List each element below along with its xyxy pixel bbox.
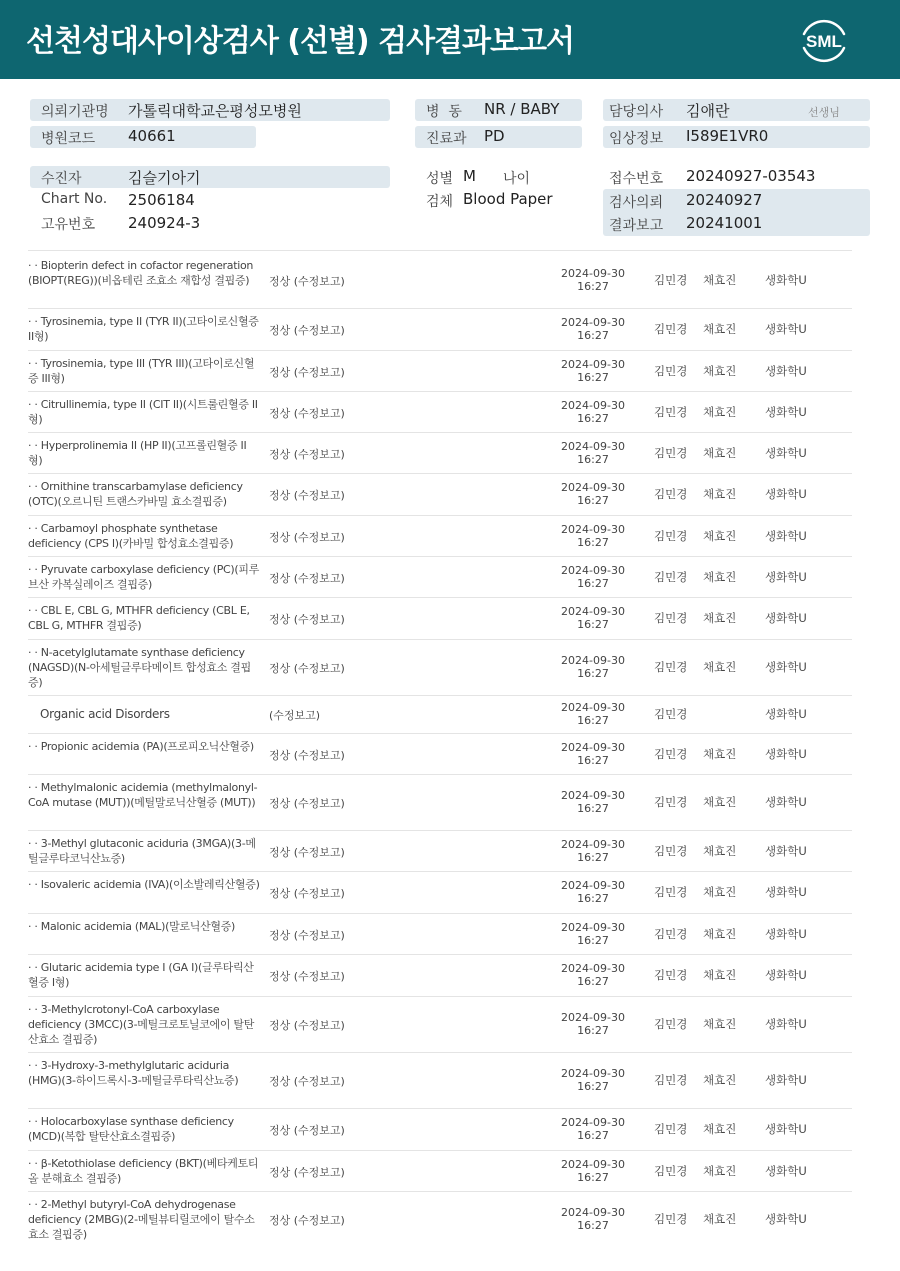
test-result: 정상 (수정보고) [269,797,345,810]
reviewer-name: 채효진 [703,660,737,674]
report-datetime [548,440,638,466]
report-date: 2024-09-30 [561,1158,625,1171]
report-time: 16:27 [577,802,609,815]
reviewer-name: 채효진 [703,611,737,625]
tester-name: 김민경 [654,611,688,625]
lab-department: 생화학U [765,795,807,809]
test-name: · · Hyperprolinemia II (HP II)(고프롤린혈증 II형) [28,439,247,467]
report-title: 선천성대사이상검사 (선별) 검사결과보고서 [26,24,574,59]
institution-label: 의뢰기관명 [41,104,109,120]
lab-department: 생화학U [765,273,807,287]
report-datetime [548,523,638,549]
report-time: 16:27 [577,1080,609,1093]
test-name: · · Carbamoyl phosphate synthetase deficiency (CPS I)(카바밀 합성효소결핍증) [28,522,234,550]
test-name: · · Tyrosinemia, type II (TYR II)(고타이로신혈증 II형) [28,315,259,343]
test-result: 정상 (수정보고) [269,749,345,762]
test-result: 정상 (수정보고) [269,1166,345,1179]
test-result: 정상 (수정보고) [269,1124,345,1137]
reviewer-name: 채효진 [703,446,737,460]
chart-no-label: Chart No. [41,191,108,207]
reviewer-name: 채효진 [703,747,737,761]
chart-no-value: 2506184 [128,191,195,209]
report-datetime [548,564,638,590]
report-time: 16:27 [577,618,609,631]
sex-value: M [463,167,476,185]
report-time: 16:27 [577,754,609,767]
institution-value: 가톨릭대학교은평성모병원 [128,102,302,120]
report-date-label: 결과보고 [609,218,664,234]
table-row [0,1192,900,1248]
reviewer-name: 채효진 [703,487,737,501]
report-time: 16:27 [577,714,609,727]
test-name: · · Ornithine transcarbamylase deficiency (OTC)(오르니틴 트랜스카바밀 효소결핍증) [28,480,243,508]
test-result: (수정보고) [269,709,321,722]
test-name: · · Methylmalonic acidemia (methylmalonyl-CoA mutase (MUT))(메틸말로닉산혈증 (MUT)) [28,781,258,809]
report-date: 2024-09-30 [561,789,625,802]
doctor-suffix: 선생님 [808,106,840,119]
report-datetime [548,1116,638,1142]
lab-department: 생화학U [765,1073,807,1087]
test-name: · · 3-Hydroxy-3-methylglutaric aciduria (HMG)(3-하이드록시-3-메틸글루타릭산뇨증) [28,1059,239,1087]
report-datetime [548,1158,638,1184]
report-date: 2024-09-30 [561,481,625,494]
receipt-no-label: 접수번호 [609,171,664,187]
test-name: · · 3-Methyl glutaconic aciduria (3MGA)(3-메틸글루타코닉산뇨증) [28,837,256,865]
report-datetime [548,399,638,425]
report-time: 16:27 [577,453,609,466]
lab-department: 생화학U [765,1164,807,1178]
report-datetime [548,701,638,727]
clinical-info-label: 임상정보 [609,131,664,147]
table-row-group [0,696,900,733]
test-name: · · Pyruvate carboxylase deficiency (PC)(피루브산 카복실레이즈 결핍증) [28,563,260,591]
lab-department: 생화학U [765,364,807,378]
lab-department: 생화학U [765,570,807,584]
department-value: PD [484,127,505,145]
unique-no-label: 고유번호 [41,217,96,233]
lab-department: 생화학U [765,927,807,941]
patient-value: 김슬기아기 [128,169,201,187]
test-result: 정상 (수정보고) [269,572,345,585]
tester-name: 김민경 [654,747,688,761]
test-result: 정상 (수정보고) [269,970,345,983]
tester-name: 김민경 [654,446,688,460]
tester-name: 김민경 [654,927,688,941]
report-date: 2024-09-30 [561,921,625,934]
lab-department: 생화학U [765,885,807,899]
specimen-value: Blood Paper [463,190,553,208]
test-result: 정상 (수정보고) [269,366,345,379]
report-time: 16:27 [577,280,609,293]
test-name: · · Biopterin defect in cofactor regeneration (BIOPT(REG))(비옵테린 조효소 재합성 결핍증) [28,259,254,287]
test-name: · · Malonic acidemia (MAL)(말로닉산혈증) [28,920,236,933]
department-label: 진료과 [426,131,467,147]
lab-department: 생화학U [765,446,807,460]
reviewer-name: 채효진 [703,927,737,941]
report-datetime [548,654,638,680]
report-date: 2024-09-30 [561,399,625,412]
reviewer-name: 채효진 [703,570,737,584]
reviewer-name: 채효진 [703,1017,737,1031]
reviewer-name: 채효진 [703,529,737,543]
report-datetime [548,1011,638,1037]
table-row [0,309,900,350]
test-name: · · Citrullinemia, type II (CIT II)(시트룰린혈증 II형) [28,398,258,426]
test-result: 정상 (수정보고) [269,662,345,675]
tester-name: 김민경 [654,364,688,378]
report-datetime [548,789,638,815]
reviewer-name: 채효진 [703,364,737,378]
tester-name: 김민경 [654,707,688,721]
tester-name: 김민경 [654,1017,688,1031]
lab-department: 생화학U [765,1212,807,1226]
report-header [0,0,900,79]
reviewer-name: 채효진 [703,1212,737,1226]
tester-name: 김민경 [654,1073,688,1087]
test-result: 정상 (수정보고) [269,1075,345,1088]
test-result: 정상 (수정보고) [269,613,345,626]
test-group-name: Organic acid Disorders [40,707,170,721]
report-date: 2024-09-30 [561,267,625,280]
reviewer-name: 채효진 [703,968,737,982]
report-date: 2024-09-30 [561,316,625,329]
table-row [0,955,900,996]
reviewer-name: 채효진 [703,1122,737,1136]
report-datetime [548,316,638,342]
clinical-info-value: I589E1VR0 [686,127,769,145]
lab-department: 생화학U [765,660,807,674]
table-row [0,1151,900,1192]
report-date: 2024-09-30 [561,962,625,975]
report-time: 16:27 [577,494,609,507]
report-time: 16:27 [577,851,609,864]
report-time: 16:27 [577,934,609,947]
tester-name: 김민경 [654,1122,688,1136]
test-name: · · Glutaric acidemia type I (GA I)(글루타릭산혈증 I형) [28,961,254,989]
test-name: · · Tyrosinemia, type III (TYR III)(고타이로신혈증 III형) [28,357,255,385]
doctor-label: 담당의사 [609,104,664,120]
table-row [0,640,900,695]
sex-label: 성별 [426,171,454,187]
table-row [0,734,900,775]
tester-name: 김민경 [654,844,688,858]
test-result: 정상 (수정보고) [269,407,345,420]
test-name: · · 2-Methyl butyryl-CoA dehydrogenase deficiency (2MBG)(2-메틸뷰티릴코에이 탈수소효소 결핍증) [28,1198,255,1241]
report-time: 16:27 [577,1129,609,1142]
report-date-value: 20241001 [686,214,763,232]
lab-department: 생화학U [765,611,807,625]
test-name: · · β-Ketothiolase deficiency (BKT)(베타케토티올 분해효소 결핍증) [28,1157,259,1185]
lab-department: 생화학U [765,747,807,761]
test-result: 정상 (수정보고) [269,324,345,337]
tester-name: 김민경 [654,322,688,336]
age-label: 나이 [503,171,531,187]
report-date: 2024-09-30 [561,1011,625,1024]
test-result: 정상 (수정보고) [269,489,345,502]
hospital-code-label: 병원코드 [41,131,96,147]
report-datetime [548,267,638,293]
report-datetime [548,481,638,507]
table-row [0,598,900,639]
report-time: 16:27 [577,1219,609,1232]
patient-box [30,166,390,188]
table-row [0,351,900,392]
lab-department: 생화학U [765,322,807,336]
table-row [0,914,900,955]
report-date: 2024-09-30 [561,523,625,536]
lab-department: 생화학U [765,405,807,419]
report-datetime [548,358,638,384]
report-time: 16:27 [577,892,609,905]
test-result: 정상 (수정보고) [269,887,345,900]
tester-name: 김민경 [654,1164,688,1178]
report-datetime [548,838,638,864]
report-time: 16:27 [577,1024,609,1037]
report-date: 2024-09-30 [561,605,625,618]
report-time: 16:27 [577,412,609,425]
test-name: · · Holocarboxylase synthase deficiency (MCD)(복합 탈탄산효소결핍증) [28,1115,234,1143]
reviewer-name: 채효진 [703,1073,737,1087]
ward-label: 병 동 [426,104,462,120]
tester-name: 김민경 [654,487,688,501]
table-row [0,831,900,872]
patient-label: 수진자 [41,171,82,187]
reviewer-name: 채효진 [703,273,737,287]
report-time: 16:27 [577,577,609,590]
tester-name: 김민경 [654,405,688,419]
request-date-label: 검사의뢰 [609,195,664,211]
test-result: 정상 (수정보고) [269,448,345,461]
tester-name: 김민경 [654,570,688,584]
lab-department: 생화학U [765,529,807,543]
report-date: 2024-09-30 [561,1067,625,1080]
lab-department: 생화학U [765,844,807,858]
lab-department: 생화학U [765,968,807,982]
unique-no-value: 240924-3 [128,214,201,232]
test-result: 정상 (수정보고) [269,1019,345,1032]
report-datetime [548,741,638,767]
test-name: · · Isovaleric acidemia (IVA)(이소발레릭산혈증) [28,878,260,891]
reviewer-name: 채효진 [703,885,737,899]
test-result: 정상 (수정보고) [269,531,345,544]
tester-name: 김민경 [654,660,688,674]
ward-value: NR / BABY [484,100,560,118]
test-name: · · 3-Methylcrotonyl-CoA carboxylase deficiency (3MCC)(3-메틸크로토닐코에이 탈탄산효소 결핍증) [28,1003,255,1046]
tester-name: 김민경 [654,529,688,543]
table-row [0,474,900,515]
table-row [0,997,900,1052]
report-time: 16:27 [577,371,609,384]
report-datetime [548,1067,638,1093]
report-date: 2024-09-30 [561,741,625,754]
report-date: 2024-09-30 [561,654,625,667]
report-time: 16:27 [577,1171,609,1184]
report-datetime [548,605,638,631]
report-date: 2024-09-30 [561,440,625,453]
reviewer-name: 채효진 [703,1164,737,1178]
lab-department: 생화학U [765,1122,807,1136]
test-name: · · Propionic acidemia (PA)(프로피오닉산혈증) [28,740,254,753]
table-row [0,872,900,913]
report-datetime [548,962,638,988]
table-row [0,251,900,308]
lab-department: 생화학U [765,487,807,501]
table-row [0,516,900,557]
report-date: 2024-09-30 [561,701,625,714]
tester-name: 김민경 [654,1212,688,1226]
specimen-label: 검체 [426,194,454,210]
tester-name: 김민경 [654,885,688,899]
table-row [0,1109,900,1150]
lab-department: 생화학U [765,1017,807,1031]
report-datetime [548,921,638,947]
report-time: 16:27 [577,975,609,988]
request-date-value: 20240927 [686,191,763,209]
report-time: 16:27 [577,667,609,680]
tester-name: 김민경 [654,273,688,287]
receipt-no-value: 20240927-03543 [686,167,816,185]
test-result: 정상 (수정보고) [269,1214,345,1227]
logo-text: SML [806,32,842,51]
report-date: 2024-09-30 [561,1206,625,1219]
table-row [0,775,900,830]
reviewer-name: 채효진 [703,322,737,336]
tester-name: 김민경 [654,795,688,809]
report-datetime [548,879,638,905]
table-row [0,392,900,433]
table-row [0,433,900,474]
test-result: 정상 (수정보고) [269,929,345,942]
report-date: 2024-09-30 [561,879,625,892]
doctor-value: 김애란 [686,102,730,120]
tester-name: 김민경 [654,968,688,982]
report-date: 2024-09-30 [561,358,625,371]
report-date: 2024-09-30 [561,838,625,851]
test-result: 정상 (수정보고) [269,846,345,859]
report-datetime [548,1206,638,1232]
report-time: 16:27 [577,536,609,549]
table-row [0,1053,900,1108]
reviewer-name: 채효진 [703,844,737,858]
reviewer-name: 채효진 [703,795,737,809]
table-row [0,557,900,598]
test-name: · · CBL E, CBL G, MTHFR deficiency (CBL E, CBL G, MTHFR 결핍증) [28,604,250,632]
test-result: 정상 (수정보고) [269,275,345,288]
lab-department: 생화학U [765,707,807,721]
test-name: · · N-acetylglutamate synthase deficiency (NAGSD)(N-아세틸글루타메이트 합성효소 결핍증) [28,646,251,689]
report-time: 16:27 [577,329,609,342]
sml-logo [796,12,852,68]
reviewer-name: 채효진 [703,405,737,419]
hospital-code-value: 40661 [128,127,176,145]
report-date: 2024-09-30 [561,1116,625,1129]
report-date: 2024-09-30 [561,564,625,577]
